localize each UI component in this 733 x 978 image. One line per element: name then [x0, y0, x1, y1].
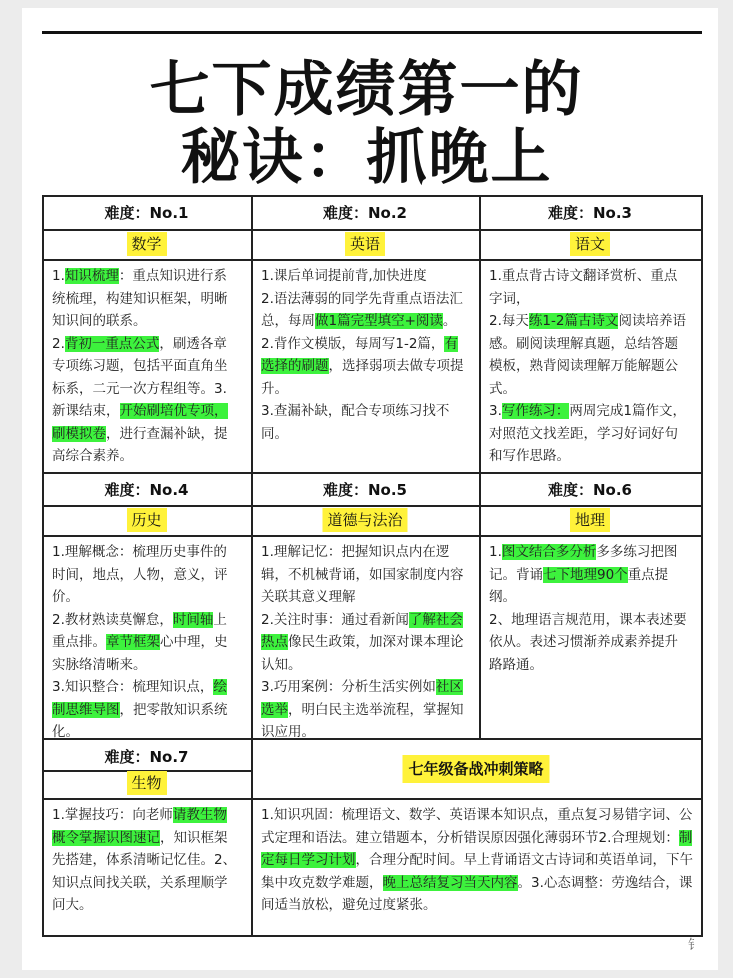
- study-tips-text: [261, 541, 467, 744]
- table-rule: [251, 195, 253, 935]
- highlight-text: 练1-2篇古诗文: [528, 313, 619, 329]
- table-rule: [42, 472, 701, 474]
- body-text: 两周完成1篇作文，对照范文找差距，学习好词好句和写作思路。: [489, 403, 686, 464]
- difficulty-label: 难度：No.6: [548, 481, 632, 499]
- page-title-line1: 七下成绩第一的: [149, 55, 584, 125]
- body-text: 1.: [489, 544, 502, 560]
- body-text: ，进行查漏补缺，提高综合素养。: [52, 425, 228, 464]
- table-rule: [42, 229, 701, 231]
- highlight-text: 请教生物概令掌握识图速记: [52, 807, 227, 846]
- table-rule: [42, 798, 701, 800]
- body-text: 2.每天: [489, 313, 529, 329]
- highlight-text: 知识梳理: [64, 268, 119, 284]
- highlight-text: 七下地理90个: [543, 566, 628, 583]
- study-tips-text: [52, 541, 239, 744]
- body-text: ，选择弱项去做专项提升。: [261, 358, 464, 397]
- body-text: 像民生政策，加深对课本理论认知。: [261, 634, 464, 673]
- body-text: 3.知识整合：梳理知识点，: [52, 679, 214, 695]
- table-rule: [42, 935, 701, 937]
- study-tips-text: [489, 265, 689, 468]
- body-text: 2.语法薄弱的同学先背重点语法汇总，每周: [261, 290, 463, 329]
- highlight-text: 章节框架: [106, 634, 160, 650]
- body-text: 2.教材熟读莫懈怠，: [52, 611, 173, 628]
- highlight-text: 社区选举: [261, 679, 463, 718]
- body-text: 2、地理语言规范用，课本表述要依从。表述习惯渐养成素养提升路路通。: [489, 611, 687, 673]
- highlight-text: 图文结合多分析: [501, 544, 597, 560]
- body-text: ：重点知识进行系统梳理，构建知识框架，明晰知识间的联系。: [52, 268, 228, 329]
- body-text: 1.重点背古诗文翻译赏析、重点字词，: [489, 268, 678, 307]
- highlight-text: 开始刷培优专项，刷模拟卷: [52, 403, 228, 442]
- highlight-text: 绘制思维导图: [52, 679, 227, 718]
- difficulty-label: 难度：No.4: [104, 481, 189, 499]
- table-rule: [42, 259, 701, 261]
- subject-label: 英语: [345, 232, 385, 256]
- body-text: 多多练习把图记。背诵: [489, 544, 678, 583]
- study-tips-text: [52, 265, 239, 468]
- table-rule: [42, 195, 701, 197]
- table-rule: [42, 195, 44, 937]
- subject-label: 生物: [126, 771, 166, 795]
- body-text: ，明白民主选举流程，掌握知识应用。: [261, 701, 464, 740]
- body-text: 1.知识巩固：梳理语文、数学、英语课本知识点，重点复习易错字词、公式定理和语法。建立错题本，分析错误原因强化薄弱环节2.合理规划：: [261, 807, 693, 846]
- subject-label: 道德与法治: [322, 508, 407, 532]
- highlight-text: 时间轴: [172, 611, 214, 628]
- body-text: ，知识框架先搭建，体系清晰记忆佳。2、知识点间找关联，关系理顺学问大。: [52, 829, 237, 913]
- body-text: 重点提纲。: [489, 566, 669, 605]
- highlight-text: 了解社会热点: [261, 611, 463, 650]
- study-tips-text: [489, 541, 689, 676]
- body-text: 1.课后单词提前背,加快进度: [261, 268, 427, 284]
- study-tips-text: [52, 804, 239, 917]
- subject-label: 地理: [570, 508, 610, 532]
- highlight-text: 晚上总结复习当天内容: [382, 874, 518, 891]
- body-text: 1.理解记忆：把握知识点内在逻辑，不机械背诵，如国家制度内容关联其意义理解: [261, 544, 464, 605]
- highlight-text: 写作练习：: [501, 403, 570, 419]
- body-text: 2.: [52, 335, 65, 352]
- table-rule: [42, 505, 701, 507]
- difficulty-label: 难度：No.3: [548, 204, 632, 222]
- table-rule: [479, 195, 481, 738]
- body-text: 3.查漏补缺，配合专项练习找不同。: [261, 403, 450, 442]
- highlight-text: 制定每日学习计划: [261, 829, 693, 868]
- body-text: 1.掌握技巧：向老师: [52, 807, 173, 823]
- body-text: ，把零散知识系统化。: [52, 701, 228, 740]
- body-text: 。3.心态调整：劳逸结合，课间适当放松，避免过度紧张。: [261, 874, 693, 913]
- body-text: 2.背作文模版，每周写1-2篇，: [261, 335, 445, 352]
- subject-label: 历史: [126, 508, 166, 532]
- highlight-text: 做1篇完型填空+阅读: [315, 313, 443, 329]
- body-text: 。: [442, 313, 457, 329]
- difficulty-label: 难度：No.5: [323, 481, 407, 499]
- body-text: 阅读培养语感。刷阅读理解真题，总结答题模板，熟背阅读理解万能解题公式。: [489, 313, 686, 397]
- body-text: 心中理，史实脉络清晰来。: [52, 634, 228, 673]
- body-text: 3.巧用案例：分析生活实例如: [261, 679, 436, 695]
- difficulty-label: 难度：No.1: [104, 204, 189, 222]
- body-text: 3.: [489, 403, 502, 419]
- body-text: 上重点排。: [52, 611, 227, 650]
- table-rule: [42, 535, 701, 537]
- highlight-text: 有选择的刷题: [261, 335, 458, 374]
- strategy-title: 七年级备战冲刺策略: [402, 755, 549, 783]
- subject-label: 数学: [126, 232, 166, 256]
- body-text: ，合理分配时间。早上背诵语文古诗词和英语单词，下午集中攻克数学难题，: [261, 852, 693, 891]
- body-text: ，刷透各章专项练习题，包括平面直角坐标系，二元一次方程组等。3.新课结束，: [52, 335, 228, 419]
- body-text: 1.理解概念：梳理历史事件的时间，地点，人物，意义，评价。: [52, 544, 228, 605]
- table-rule: [701, 195, 703, 937]
- study-tips-text: [261, 265, 467, 445]
- page-title-line2: 秘诀：抓晚上: [180, 123, 553, 193]
- body-text: 2.关注时事：通过看新闻: [261, 611, 409, 628]
- difficulty-label: 难度：No.2: [323, 204, 407, 222]
- strategy-text: [261, 804, 693, 917]
- body-text: 1.: [52, 268, 65, 284]
- highlight-text: 背初一重点公式: [64, 335, 160, 352]
- subject-label: 语文: [570, 232, 610, 256]
- difficulty-label: 难度：No.7: [104, 748, 189, 766]
- watermark: 钅: [688, 938, 702, 953]
- top-rule: [42, 31, 702, 34]
